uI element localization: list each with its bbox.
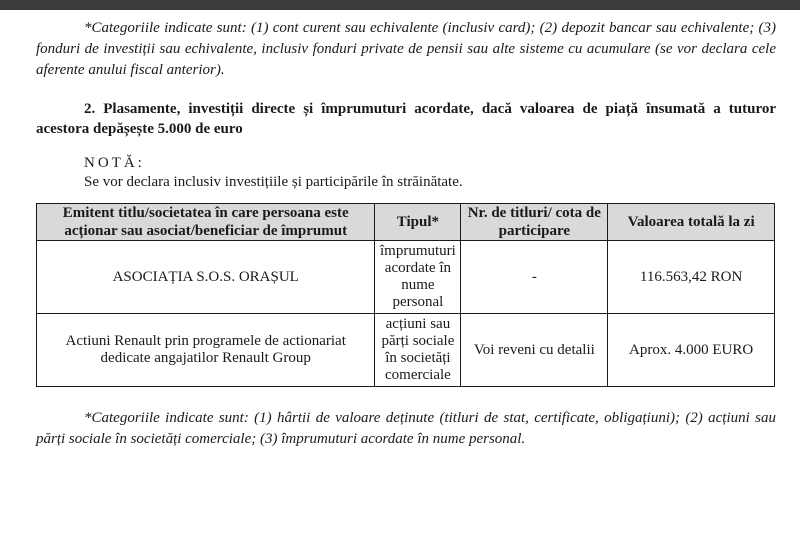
table-header-row [37,204,775,241]
footer-note-container [36,408,776,450]
cell-tipul: acțiuni sau părți sociale în societăți comerciale [375,314,461,387]
header-emitent: Emitent titlu/societatea în care persoana este acționar sau asociat/beneficiar de împrumut [37,204,375,241]
table-row [37,314,775,387]
footer-categories-note: *Categoriile indicate sunt: (1) hârtii de valoare deținute (titluri de stat, certificate, obligațiuni); (2) acțiuni sau părți sociale în societăți comerciale; (3) împrumuturi acordate în nume personal. [36,410,776,447]
header-valoare: Valoarea totală la zi [608,204,775,241]
top-bar [0,0,800,10]
nota-label: NOTĂ: [84,155,145,171]
cell-valoare: 116.563,42 RON [608,241,775,314]
categories-note: *Categoriile indicate sunt: (1) cont curent sau echivalente (inclusiv card); (2) depozit bancar sau echivalente; (3) fonduri de investiții sau echivalente, inclusiv fonduri private de pensii sau alte sisteme cu acumulare (se vor declara cele aferente anului fiscal anterior). [36,20,776,78]
nota-text: Se vor declara inclusiv investițiile și participările în străinătate. [84,174,463,190]
cell-valoare: Aprox. 4.000 EURO [608,314,775,387]
header-nr-titluri: Nr. de titluri/ cota de participare [461,204,608,241]
document-body [36,18,776,192]
table-row [37,241,775,314]
cell-nr-titluri: Voi reveni cu detalii [461,314,608,387]
cell-emitent: ASOCIAȚIA S.O.S. ORAȘUL [37,241,375,314]
cell-tipul: împrumuturi acordate în nume personal [375,241,461,314]
section-title: 2. Plasamente, investiții directe și împrumuturi acordate, dacă valoarea de piață însumată a tuturor acestora depășește 5.000 de euro [36,101,776,137]
investments-table [36,203,775,387]
header-tipul: Tipul* [375,204,461,241]
cell-emitent: Actiuni Renault prin programele de actionariat dedicate angajatilor Renault Group [37,314,375,387]
cell-nr-titluri: - [461,241,608,314]
